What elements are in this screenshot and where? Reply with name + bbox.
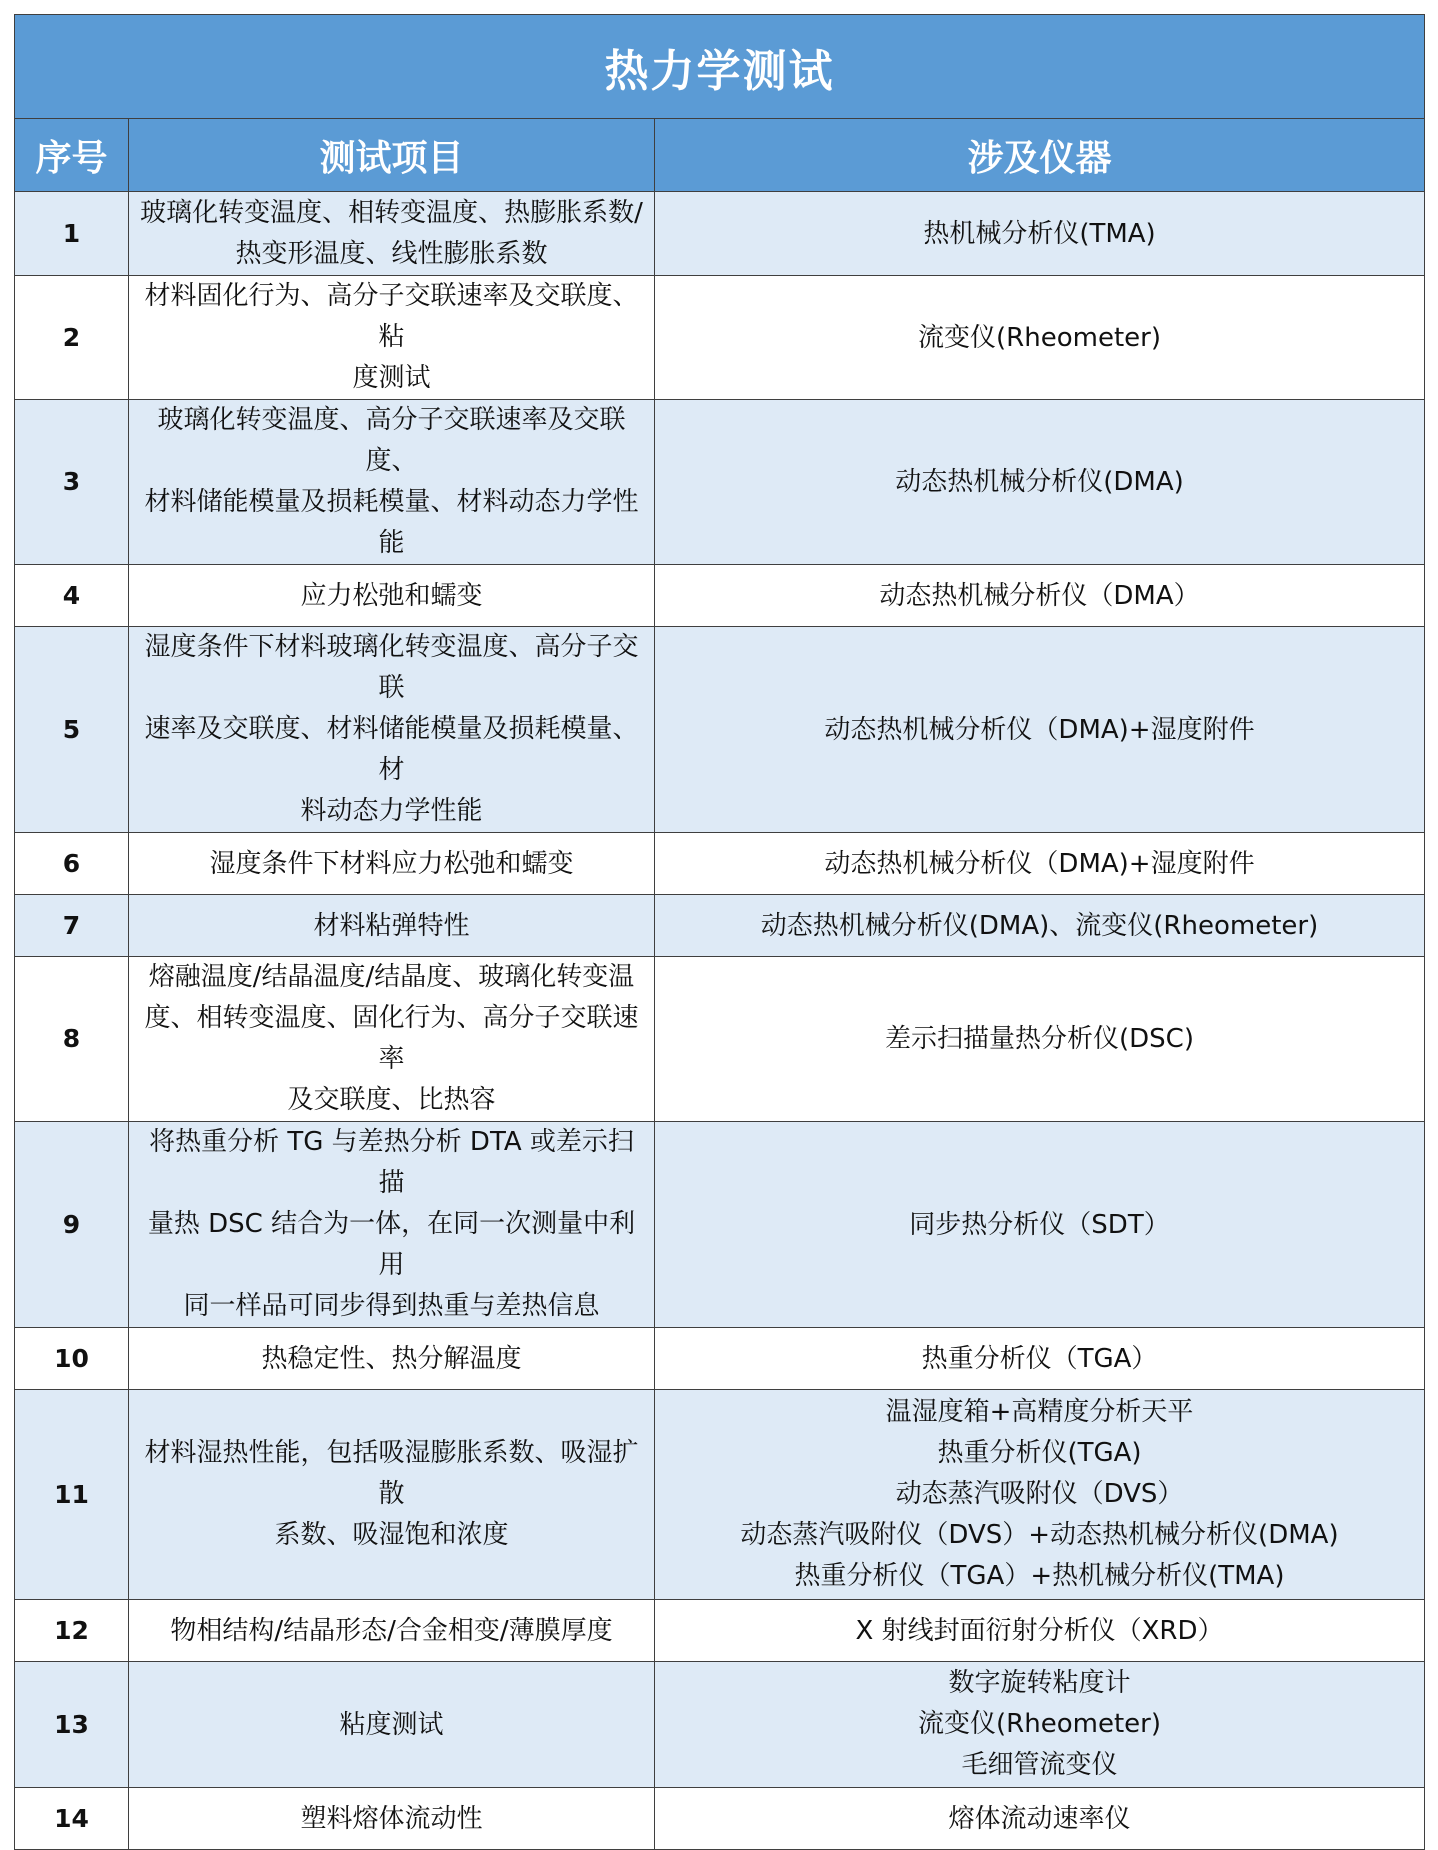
test-item-cell [129,627,655,833]
instrument-cell [655,565,1425,627]
instrument-cell [655,1328,1425,1390]
test-item-line: 料动态力学性能 [300,796,483,826]
test-item-line: 速率及交联度、材料储能模量及损耗模量、材 [144,714,639,785]
test-item-cell [129,833,655,895]
instrument-cell [655,895,1425,957]
row-index: 8 [15,957,129,1122]
row-index: 5 [15,627,129,833]
row-index: 7 [15,895,129,957]
table-row [15,1328,1425,1390]
header-test-item: 测试项目 [129,119,655,192]
thermo-test-table [14,14,1425,1850]
test-item-cell [129,895,655,957]
instrument-line: 热重分析仪(TGA) [937,1438,1142,1468]
table-row [15,1662,1425,1788]
test-item-line: 材料固化行为、高分子交联速率及交联度、粘 [144,281,639,352]
test-item-line: 粘度测试 [339,1709,444,1740]
table-row [15,400,1425,565]
instrument-line: 热机械分析仪(TMA) [923,218,1156,249]
instrument-line: 动态热机械分析仪（DMA)+湿度附件 [824,848,1255,879]
instrument-line: 动态热机械分析仪(DMA)、流变仪(Rheometer) [760,910,1319,941]
instrument-line: X 射线封面衍射分析仪（XRD） [855,1615,1224,1646]
table-row [15,1122,1425,1328]
table-row [15,276,1425,400]
row-index: 1 [15,192,129,276]
instrument-line: 动态蒸汽吸附仪（DVS）+动态热机械分析仪(DMA) [740,1520,1339,1550]
test-item-line: 玻璃化转变温度、相转变温度、热膨胀系数/ [140,197,643,228]
instrument-line: 热重分析仪（TGA）+热机械分析仪(TMA) [794,1561,1285,1591]
table-row [15,192,1425,276]
test-item-cell [129,1662,655,1788]
row-index: 11 [15,1390,129,1600]
test-item-line: 湿度条件下材料玻璃化转变温度、高分子交联 [144,632,639,703]
instrument-line: 动态热机械分析仪（DMA)+湿度附件 [824,714,1255,745]
instrument-line: 动态热机械分析仪(DMA) [895,467,1184,497]
instrument-cell [655,1390,1425,1600]
test-item-line: 热变形温度、线性膨胀系数 [235,238,548,269]
instrument-line: 同步热分析仪（SDT） [909,1209,1170,1240]
row-index: 3 [15,400,129,565]
test-item-line: 湿度条件下材料应力松弛和蠕变 [209,848,574,879]
row-index: 6 [15,833,129,895]
table-row [15,1390,1425,1600]
instrument-cell [655,1600,1425,1662]
table-row [15,1600,1425,1662]
header-instrument: 涉及仪器 [655,119,1425,192]
test-item-line: 将热重分析 TG 与差热分析 DTA 或差示扫描 [149,1127,634,1198]
instrument-line: 热重分析仪（TGA） [921,1343,1158,1374]
test-item-line: 材料储能模量及损耗模量、材料动态力学性能 [144,487,639,558]
instrument-cell [655,1788,1425,1850]
test-item-cell [129,957,655,1122]
instrument-cell [655,1122,1425,1328]
table-body [15,192,1425,1850]
instrument-line: 数字旋转粘度计 [948,1668,1131,1698]
table-row [15,1788,1425,1850]
test-item-line: 物相结构/结晶形态/合金相变/薄膜厚度 [170,1615,613,1646]
instrument-line: 温湿度箱+高精度分析天平 [885,1397,1194,1427]
instrument-cell [655,192,1425,276]
test-item-line: 及交联度、比热容 [287,1085,496,1115]
test-item-cell [129,1390,655,1600]
instrument-line: 流变仪(Rheometer) [918,322,1161,353]
header-index: 序号 [15,119,129,192]
instrument-line: 流变仪(Rheometer) [918,1709,1161,1739]
row-index: 10 [15,1328,129,1390]
row-index: 13 [15,1662,129,1788]
test-item-line: 塑料熔体流动性 [300,1803,483,1834]
test-item-line: 同一样品可同步得到热重与差热信息 [183,1291,600,1321]
instrument-cell [655,627,1425,833]
table-row [15,833,1425,895]
test-item-cell [129,1600,655,1662]
test-item-line: 热稳定性、热分解温度 [261,1343,522,1374]
row-index: 4 [15,565,129,627]
test-item-cell [129,565,655,627]
instrument-cell [655,957,1425,1122]
test-item-line: 量热 DSC 结合为一体，在同一次测量中利用 [147,1209,636,1280]
row-index: 12 [15,1600,129,1662]
table-row [15,565,1425,627]
row-index: 2 [15,276,129,400]
test-item-line: 度、相转变温度、固化行为、高分子交联速率 [144,1003,639,1074]
test-item-line: 熔融温度/结晶温度/结晶度、玻璃化转变温 [148,962,635,992]
test-item-cell [129,400,655,565]
test-item-line: 系数、吸湿饱和浓度 [274,1520,509,1550]
row-index: 14 [15,1788,129,1850]
instrument-line: 熔体流动速率仪 [948,1803,1131,1834]
instrument-cell [655,833,1425,895]
test-item-cell [129,1328,655,1390]
instrument-line: 差示扫描量热分析仪(DSC) [885,1024,1194,1054]
test-item-cell [129,1788,655,1850]
test-item-cell [129,192,655,276]
instrument-line: 动态热机械分析仪（DMA） [879,580,1200,611]
table-row [15,957,1425,1122]
table-row [15,627,1425,833]
test-item-cell [129,276,655,400]
test-item-line: 玻璃化转变温度、高分子交联速率及交联度、 [157,405,626,476]
test-item-cell [129,1122,655,1328]
test-item-line: 材料粘弹特性 [313,910,470,941]
instrument-line: 动态蒸汽吸附仪（DVS） [895,1479,1184,1509]
instrument-cell [655,1662,1425,1788]
instrument-line: 毛细管流变仪 [961,1750,1118,1780]
thermo-test-table-wrapper [14,14,1424,1850]
instrument-cell [655,276,1425,400]
test-item-line: 应力松弛和蠕变 [300,580,483,611]
table-row [15,895,1425,957]
test-item-line: 度测试 [352,363,431,393]
instrument-cell [655,400,1425,565]
row-index: 9 [15,1122,129,1328]
table-title: 热力学测试 [15,15,1425,119]
test-item-line: 材料湿热性能，包括吸湿膨胀系数、吸湿扩散 [144,1438,639,1509]
